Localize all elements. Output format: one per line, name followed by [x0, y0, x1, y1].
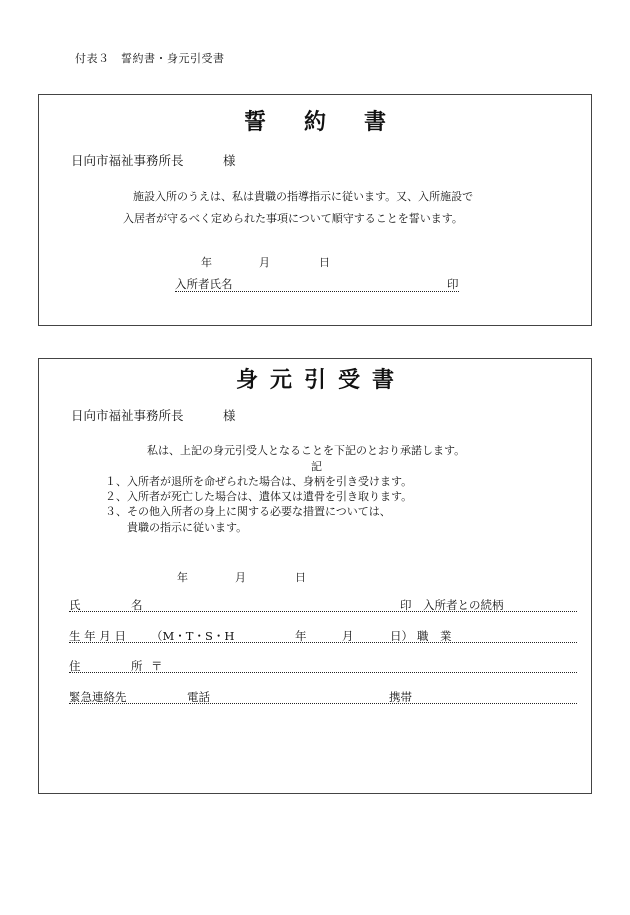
- guarantee-item3-cont: 貴職の指示に従います。: [127, 521, 248, 534]
- emergency-contact-line[interactable]: [69, 703, 577, 704]
- pledge-body-line2: 入居者が守るべく定められた事項について順守することを誓います。: [123, 212, 463, 225]
- pledge-seal: 印: [447, 277, 459, 291]
- address-label-2: 所: [131, 659, 143, 673]
- pledge-date-day: 日: [319, 256, 330, 269]
- birth-month: 月: [342, 629, 354, 643]
- pledge-form: [38, 94, 592, 326]
- guarantee-date-month: 月: [235, 571, 246, 584]
- pledge-body-line1: 施設入所のうえは、私は貴職の指導指示に従います。又、入所施設で: [133, 190, 474, 203]
- address-line[interactable]: [69, 672, 577, 673]
- pledge-name-line[interactable]: [175, 291, 459, 292]
- relation-label: 入所者との続柄: [423, 598, 504, 612]
- guarantee-item1: １、入所者が退所を命ぜられた場合は、身柄を引き受けます。: [105, 475, 413, 488]
- pledge-date-year: 年: [201, 256, 212, 269]
- phone-label: 電話: [187, 690, 210, 704]
- guarantee-honorific: 様: [223, 408, 236, 423]
- document-caption: 付表３ 誓約書・身元引受書: [75, 52, 225, 65]
- pledge-honorific: 様: [223, 153, 236, 168]
- guarantee-name-label-1: 氏: [69, 598, 81, 612]
- birth-year: 年: [295, 629, 307, 643]
- occupation-label: 職 業: [417, 629, 452, 643]
- guarantee-item3: ３、その他入所者の身上に関する必要な措置については、: [105, 505, 391, 518]
- guarantee-intro: 私は、上記の身元引受人となることを下記のとおり承諾します。: [147, 444, 466, 457]
- guarantee-date-day: 日: [295, 571, 306, 584]
- guarantee-form: [38, 358, 592, 794]
- guarantee-date-year: 年: [177, 571, 188, 584]
- pledge-addressee: 日向市福祉事務所長: [71, 153, 184, 168]
- birth-date-line[interactable]: [69, 642, 577, 643]
- era-options: （M・T・S・H: [151, 629, 235, 643]
- pledge-name-label: 入所者氏名: [175, 277, 233, 291]
- pledge-date-month: 月: [259, 256, 270, 269]
- postal-mark: 〒: [151, 659, 163, 673]
- birth-date-label: 生 年 月 日: [69, 629, 126, 643]
- mobile-label: 携帯: [389, 690, 412, 704]
- emergency-contact-label: 緊急連絡先: [69, 690, 127, 704]
- address-label-1: 住: [69, 659, 81, 673]
- guarantee-name-line[interactable]: [69, 611, 577, 612]
- guarantee-title: 身元引受書: [235, 367, 406, 393]
- guarantee-addressee: 日向市福祉事務所長: [71, 408, 184, 423]
- guarantee-seal: 印: [400, 598, 412, 612]
- pledge-title: 誓約書: [243, 109, 424, 135]
- guarantee-item2: ２、入所者が死亡した場合は、遺体又は遺骨を引き取ります。: [105, 490, 413, 503]
- guarantee-name-label-2: 名: [131, 598, 143, 612]
- guarantee-ki: 記: [311, 460, 322, 473]
- birth-day: 日）: [390, 629, 413, 643]
